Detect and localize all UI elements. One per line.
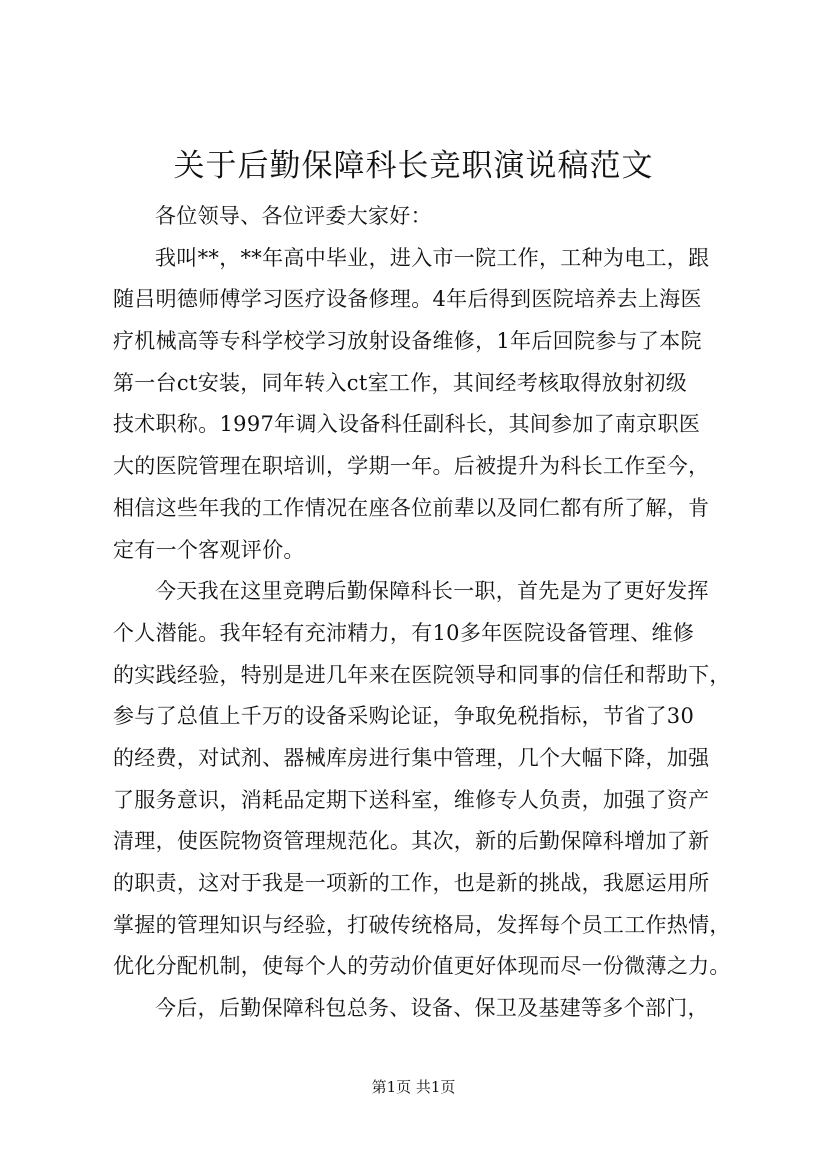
text-line: 相信这些年我的工作情况在座各位前辈以及同仁都有所了解，肯 [113, 495, 710, 520]
text-line: 了服务意识，消耗品定期下送科室，维修专人负责，加强了资产 [113, 787, 710, 812]
text-line: 定有一个客观评价。 [113, 537, 305, 562]
text-line: 的职责，这对于我是一项新的工作，也是新的挑战，我愿运用所 [113, 871, 710, 895]
text-line: 优化分配机制，使每个人的劳动价值更好体现而尽一份微薄之力。 [113, 954, 731, 979]
text-line: 随吕明德师傅学习医疗设备修理。4年后得到医院培养去上海医 [113, 287, 702, 312]
text-line: 疗机械高等专科学校学习放射设备维修，1年后回院参与了本院 [113, 329, 702, 354]
text-line: 参与了总值上千万的设备采购论证，争取免税指标，节省了30 [113, 704, 695, 729]
text-line: 今后，后勤保障科包总务、设备、保卫及基建等多个部门， [155, 996, 709, 1021]
text-line: 的实践经验，特别是进几年来在医院领导和同事的信任和帮助下， [113, 662, 731, 687]
text-line: 大的医院管理在职培训，学期一年。后被提升为科长工作至今， [113, 454, 710, 479]
text-line: 掌握的管理知识与经验，打破传统格局，发挥每个员工工作热情， [113, 912, 731, 937]
page-number-footer: 第1页 共1页 [371, 1078, 456, 1096]
text-line: 的经费，对试剂、器械库房进行集中管理，几个大幅下降，加强 [113, 745, 710, 770]
text-line: 清理，使医院物资管理规范化。其次，新的后勤保障科增加了新 [113, 829, 710, 854]
text-line: 个人潜能。我年轻有充沛精力，有10多年医院设备管理、维修 [113, 620, 695, 645]
text-line: 技术职称。1997年调入设备科任副科长，其间参加了南京职医 [113, 412, 701, 437]
document-title: 关于后勤保障科长竞职演说稿范文 [173, 148, 654, 184]
document-body [113, 196, 743, 1030]
text-line: 各位领导、各位评委大家好： [155, 204, 432, 228]
text-line: 今天我在这里竞聘后勤保障科长一职，首先是为了更好发挥 [155, 579, 709, 604]
text-line: 第一台ct安装，同年转入ct室工作，其间经考核取得放射初级 [113, 370, 688, 395]
text-line: 我叫**，**年高中毕业，进入市一院工作，工种为电工，跟 [155, 245, 710, 270]
